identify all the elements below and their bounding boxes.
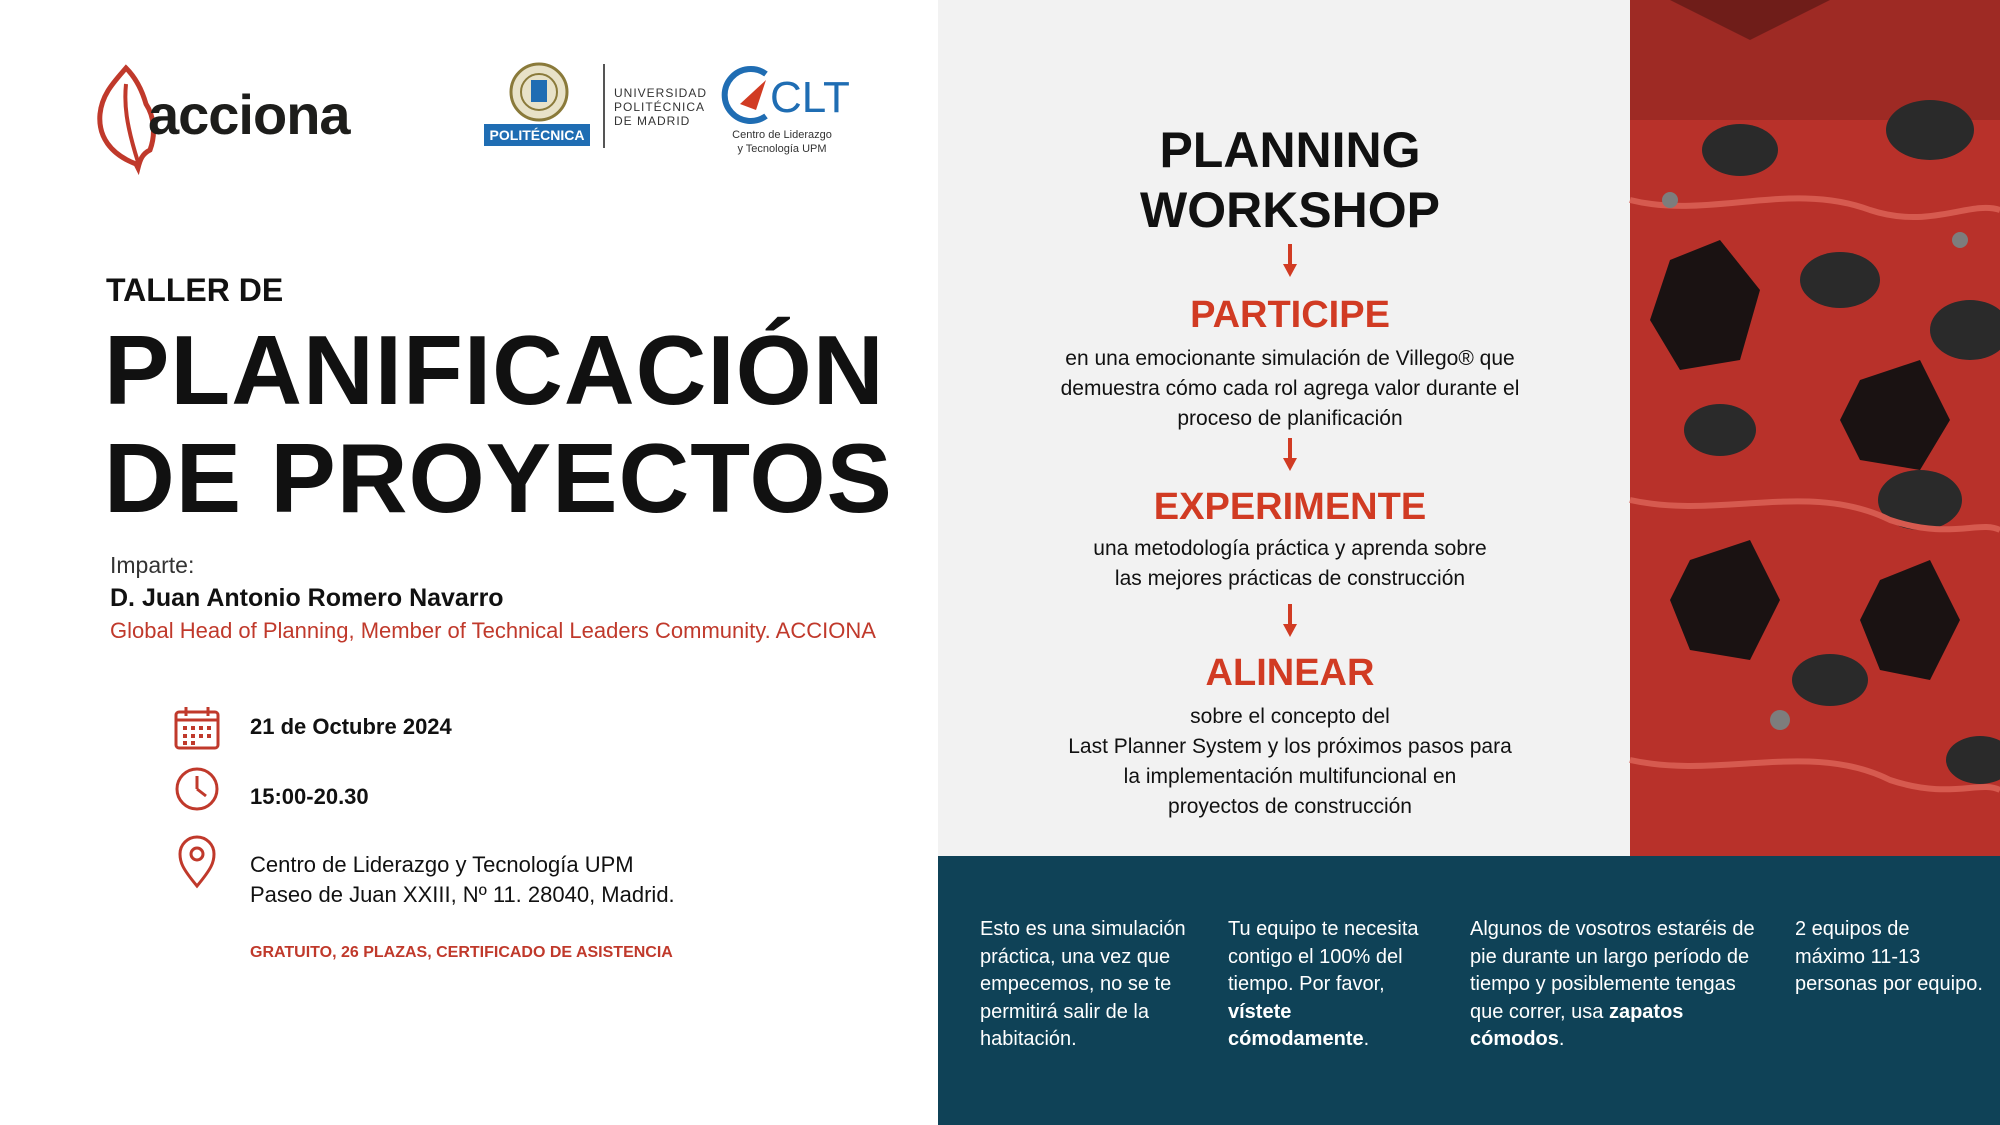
speaker-name: D. Juan Antonio Romero Navarro <box>110 584 504 612</box>
calendar-icon <box>172 704 222 754</box>
workshop-title: PLANNING WORKSHOP <box>1140 122 1440 238</box>
clt-caption: Centro de Liderazgo y Tecnología UPM <box>732 129 832 155</box>
event-date: 21 de Octubre 2024 <box>250 714 452 739</box>
clt-letters: CLT <box>770 73 850 122</box>
clock-icon <box>172 764 222 814</box>
location-pin-icon <box>172 834 222 890</box>
imparte-label: Imparte: <box>110 552 195 578</box>
step-alinear-text: sobre el concepto del Last Planner System y los próximos pasos para la implementación multifuncional en proyectos de construcción <box>1068 705 1512 818</box>
tip-shoes-emphasis: zapatos cómodos <box>1470 1000 1684 1050</box>
event-subtitle: TALLER DE <box>106 272 284 308</box>
upm-name: UNIVERSIDAD POLITÉCNICA DE MADRID <box>614 86 708 128</box>
step-participe-text: en una emocionante simulación de Villego® que demuestra cómo cada rol agrega valor durante el proceso de planificación <box>1060 347 1520 430</box>
tip-shoes <box>1470 916 1770 1054</box>
tip-teams-size: 2 equipos de máximo 11-13 personas por equipo. <box>1795 918 1983 995</box>
step-experimente-text: una metodología práctica y aprenda sobre las mejores prácticas de construcción <box>1093 537 1487 590</box>
arrow-down-icon <box>1282 604 1298 638</box>
acciona-wordmark: acciona <box>148 83 350 146</box>
step-experimente-title: EXPERIMENTE <box>1153 486 1427 528</box>
attendance-note: GRATUITO, 26 PLAZAS, CERTIFICADO DE ASISTENCIA <box>250 944 673 961</box>
arrow-down-icon <box>1282 438 1298 472</box>
tip-simulation: Esto es una simulación práctica, una vez que empecemos, no se te permitirá salir de la habitación. <box>980 918 1186 1050</box>
tip-team-emphasis: vístete cómodamente <box>1228 1000 1364 1050</box>
tip-team-end: . <box>1363 1028 1370 1050</box>
arrow-down-icon <box>1282 244 1298 278</box>
step-alinear-title: ALINEAR <box>1205 652 1375 694</box>
event-location: Centro de Liderazgo y Tecnología UPM Paseo de Juan XXIII, Nº 11. 28040, Madrid. <box>250 852 675 907</box>
tip-shoes-end: . <box>1558 1028 1565 1050</box>
upm-divider <box>603 64 605 148</box>
event-title: PLANIFICACIÓN DE PROYECTOS <box>104 315 893 533</box>
tip-team <box>1228 916 1438 1054</box>
step-participe-title: PARTICIPE <box>1190 294 1390 336</box>
upm-badge: POLITÉCNICA <box>484 124 590 146</box>
clt-logo-icon <box>726 64 850 124</box>
event-time: 15:00-20.30 <box>250 784 369 809</box>
cutterhead-photo <box>1630 0 2000 856</box>
tip-team-text: Tu equipo te necesita contigo el 100% del tiempo. Por favor, <box>1228 918 1419 995</box>
tip-shoes-text: Algunos de vosotros estaréis de pie durante un largo período de tiempo y posiblemente tengas que correr, usa <box>1470 918 1755 1023</box>
speaker-role: Global Head of Planning, Member of Technical Leaders Community. ACCIONA <box>110 618 876 643</box>
